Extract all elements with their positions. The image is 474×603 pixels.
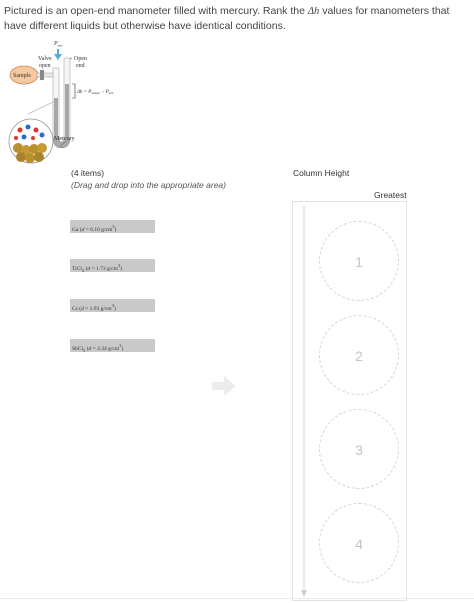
- valve-icon: [40, 70, 44, 80]
- manometer-figure: [6, 38, 146, 173]
- patm-label: $P_{atm}$: [54, 41, 63, 48]
- draggable-item-ticl4[interactable]: TiCl$_4$ (d = 1.73 $g/cm^3$): [70, 259, 155, 272]
- right-arrow-icon: [210, 374, 238, 403]
- down-arrow-icon: [301, 590, 307, 597]
- items-count: (4 items): [71, 168, 105, 178]
- valve-label: Valve: [38, 56, 52, 62]
- open-end-label-2: end: [76, 63, 85, 69]
- rank-slot-1[interactable]: 1: [319, 221, 399, 301]
- manometer-illustration: [6, 38, 146, 173]
- greatest-label: Greatest: [374, 190, 407, 200]
- rank-slot-3[interactable]: 3: [319, 409, 399, 489]
- ranking-title: Column Height: [293, 168, 350, 178]
- draggable-item-ga[interactable]: Ga (d = 6.10 $g/cm^3$): [70, 220, 155, 233]
- sample-label: Sample: [13, 73, 31, 79]
- valve-open-label: open: [39, 63, 51, 69]
- delta-h-label: $\Delta h = P_{sample} - P_{atm}$: [77, 90, 114, 95]
- open-end-label: Open: [74, 56, 87, 62]
- bottom-divider: [0, 598, 474, 599]
- delta-h-bracket: [72, 84, 75, 98]
- mercury-right: [65, 84, 69, 139]
- question-part1: Pictured is an open-end manometer filled with mercury. Rank the: [4, 5, 308, 17]
- draggable-item-cs[interactable]: Cs (d = 1.93 $g/cm^3$): [70, 299, 155, 312]
- zoom-line-top: [28, 102, 53, 114]
- mercury-label: Mercury: [54, 136, 75, 142]
- question-part2: values for manometers that have different liquids but otherwise have identical conditions.: [4, 5, 450, 32]
- drag-instruction: (Drag and drop into the appropriate area): [71, 180, 226, 190]
- connector-pipe: [37, 73, 54, 77]
- patm-arrowhead-icon: [54, 54, 62, 60]
- draggable-item-sbcl5[interactable]: SbCl$_5$ (d = 2.34 $g/cm^3$): [70, 339, 155, 352]
- rank-slot-2[interactable]: 2: [319, 315, 399, 395]
- question-text: [4, 4, 474, 34]
- rank-slot-4[interactable]: 4: [319, 503, 399, 583]
- delta-h-symbol: Δh: [307, 6, 320, 17]
- mercury-left: [54, 98, 58, 139]
